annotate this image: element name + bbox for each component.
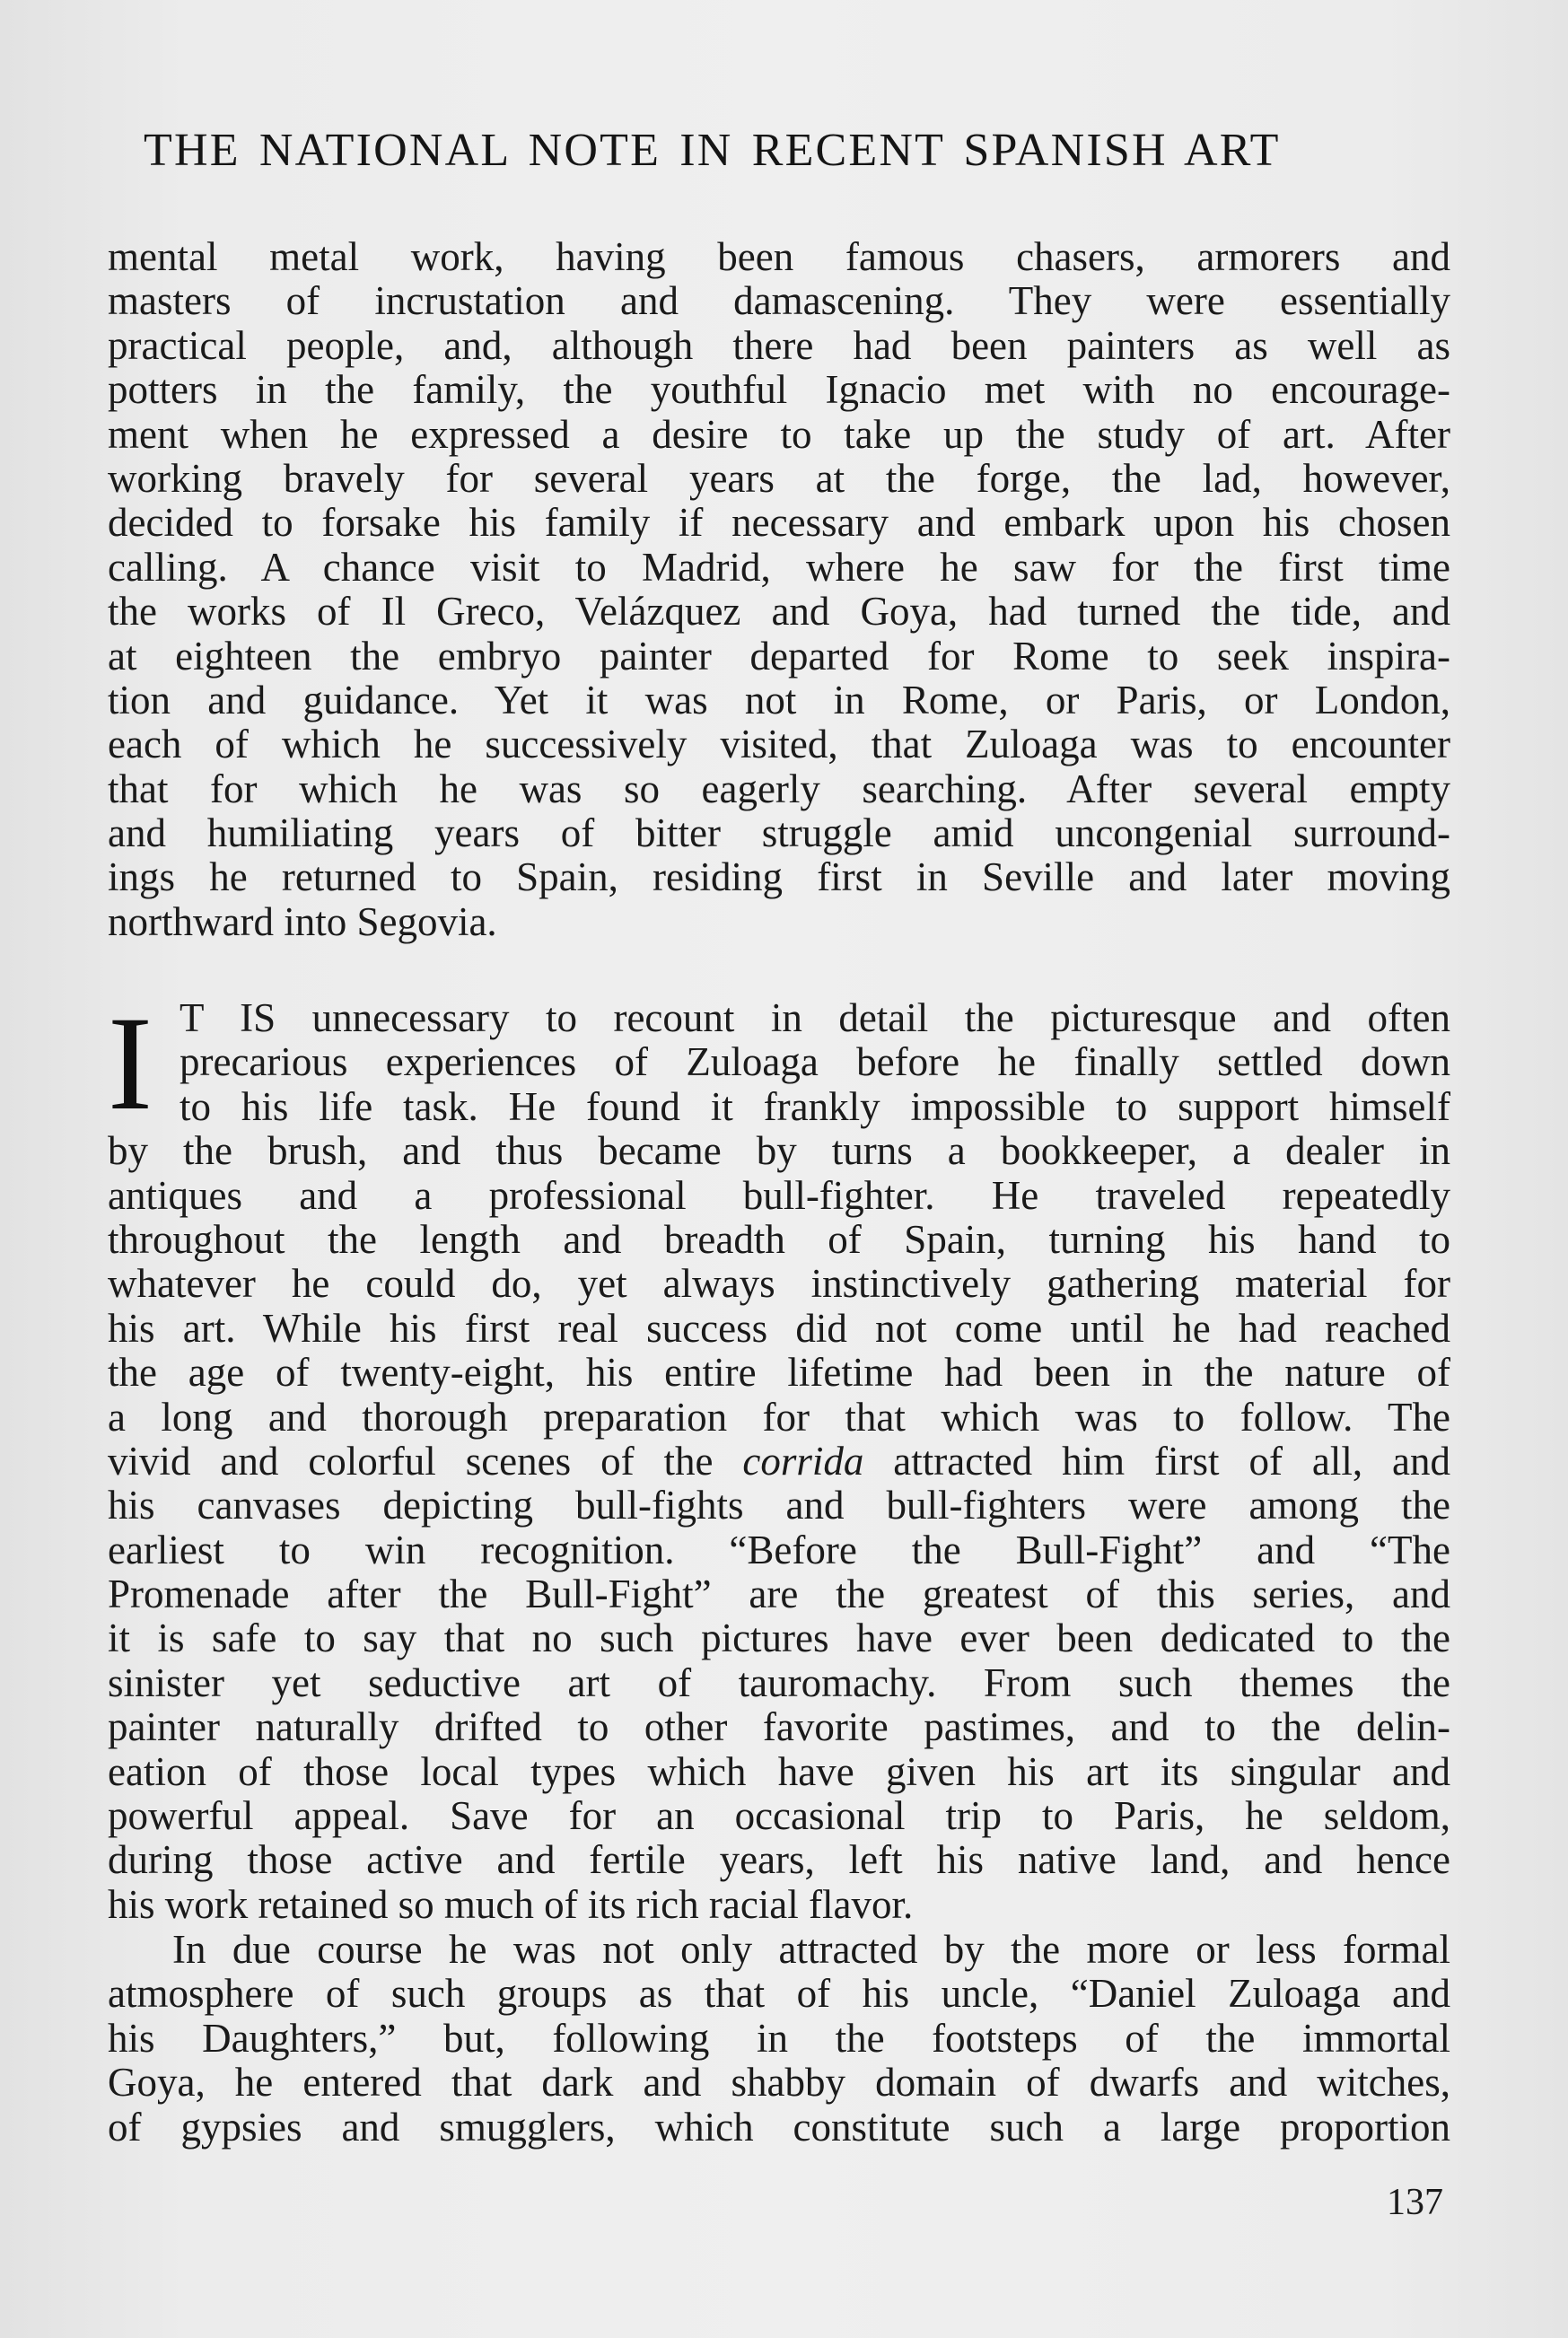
text-line: each of which he successively visited, that Zuloaga was to encounter xyxy=(108,722,1450,767)
drop-cap: I xyxy=(108,989,153,1138)
text-line: In due course he was not only attracted by the more or less formal xyxy=(172,1927,1450,1972)
text-line: throughout the length and breadth of Spain, turning his hand to xyxy=(108,1216,1450,1262)
text-line: antiques and a professional bull-fighter. He traveled repeatedly xyxy=(108,1172,1450,1218)
text-line: the works of Il Greco, Velázquez and Goya, had turned the tide, and xyxy=(108,589,1450,635)
text-line: the age of twenty-eight, his entire lifetime had been in the nature of xyxy=(108,1350,1450,1396)
paragraph-1 xyxy=(108,235,1450,944)
text-line: masters of incrustation and damascening. They were essentially xyxy=(108,278,1450,324)
page-number: 137 xyxy=(1387,2182,1443,2223)
text-line: calling. A chance visit to Madrid, where he saw for the first time xyxy=(108,544,1450,590)
text-line: decided to forsake his family if necessary and embark upon his chosen xyxy=(108,500,1450,546)
text-line: during those active and fertile years, left his native land, and hence xyxy=(108,1837,1450,1883)
text-line: it is safe to say that no such pictures have ever been dedicated to the xyxy=(108,1616,1450,1661)
text-line: at eighteen the embryo painter departed for Rome to seek inspira- xyxy=(108,633,1450,679)
text-line: by the brush, and thus became by turns a bookkeeper, a dealer in xyxy=(108,1128,1450,1174)
text-line: potters in the family, the youthful Ignacio met with no encourage- xyxy=(108,367,1450,413)
paragraph-3 xyxy=(108,1928,1450,2150)
text-line: Goya, he entered that dark and shabby domain of dwarfs and witches, xyxy=(108,2060,1450,2106)
text-line: earliest to win recognition. “Before the Bull-Fight” and “The xyxy=(108,1527,1450,1572)
text-line: a long and thorough preparation for that which was to follow. The xyxy=(108,1394,1450,1440)
text-line: eation of those local types which have given his art its singular and xyxy=(108,1748,1450,1794)
text-line: mental metal work, having been famous chasers, armorers and xyxy=(108,234,1450,279)
text-line: tion and guidance. Yet it was not in Rome, or Paris, or London, xyxy=(108,677,1450,722)
text-line: Promenade after the Bull-Fight” are the greatest of this series, and xyxy=(108,1572,1450,1617)
text-line: ings he returned to Spain, residing first in Seville and later moving xyxy=(108,854,1450,900)
text-line: vivid and colorful scenes of the corrida attracted him first of all, and xyxy=(108,1438,1450,1484)
text-line: his Daughters,” but, following in the footsteps of the immortal xyxy=(108,2015,1450,2061)
text-line: powerful appeal. Save for an occasional trip to Paris, he seldom, xyxy=(108,1793,1450,1839)
text-line: his art. While his first real success did not come until he had reached xyxy=(108,1305,1450,1351)
text-line: painter naturally drifted to other favorite pastimes, and to the delin- xyxy=(108,1704,1450,1750)
text-line: his canvases depicting bull-fights and bull-fighters were among the xyxy=(108,1483,1450,1528)
text-line: whatever he could do, yet always instinctively gathering material for xyxy=(108,1261,1450,1307)
running-head: THE NATIONAL NOTE IN RECENT SPANISH ART xyxy=(144,125,1281,176)
paragraph-2 xyxy=(108,989,1450,1927)
text-line: his work retained so much of its rich racial flavor. xyxy=(108,1881,914,1927)
text-line: practical people, and, although there had been painters as well as xyxy=(108,322,1450,368)
text-line: northward into Segovia. xyxy=(108,898,497,944)
text-line: atmosphere of such groups as that of his uncle, “Daniel Zuloaga and xyxy=(108,1971,1450,2017)
text-line: ment when he expressed a desire to take up the study of art. After xyxy=(108,411,1450,457)
text-line: sinister yet seductive art of tauromachy. From such themes the xyxy=(108,1659,1450,1705)
text-line: to his life task. He found it frankly impossible to support himself xyxy=(180,1083,1450,1129)
text-line: of gypsies and smugglers, which constitute such a large proportion xyxy=(108,2104,1450,2150)
text-line: T IS unnecessary to recount in detail the picturesque and often xyxy=(180,995,1450,1040)
text-line: and humiliating years of bitter struggle amid uncongenial surround- xyxy=(108,810,1450,856)
text-line: working bravely for several years at the forge, the lad, however, xyxy=(108,455,1450,501)
text-line: that for which he was so eagerly searching. After several empty xyxy=(108,766,1450,811)
text-line: precarious experiences of Zuloaga before he finally settled down xyxy=(180,1039,1450,1085)
